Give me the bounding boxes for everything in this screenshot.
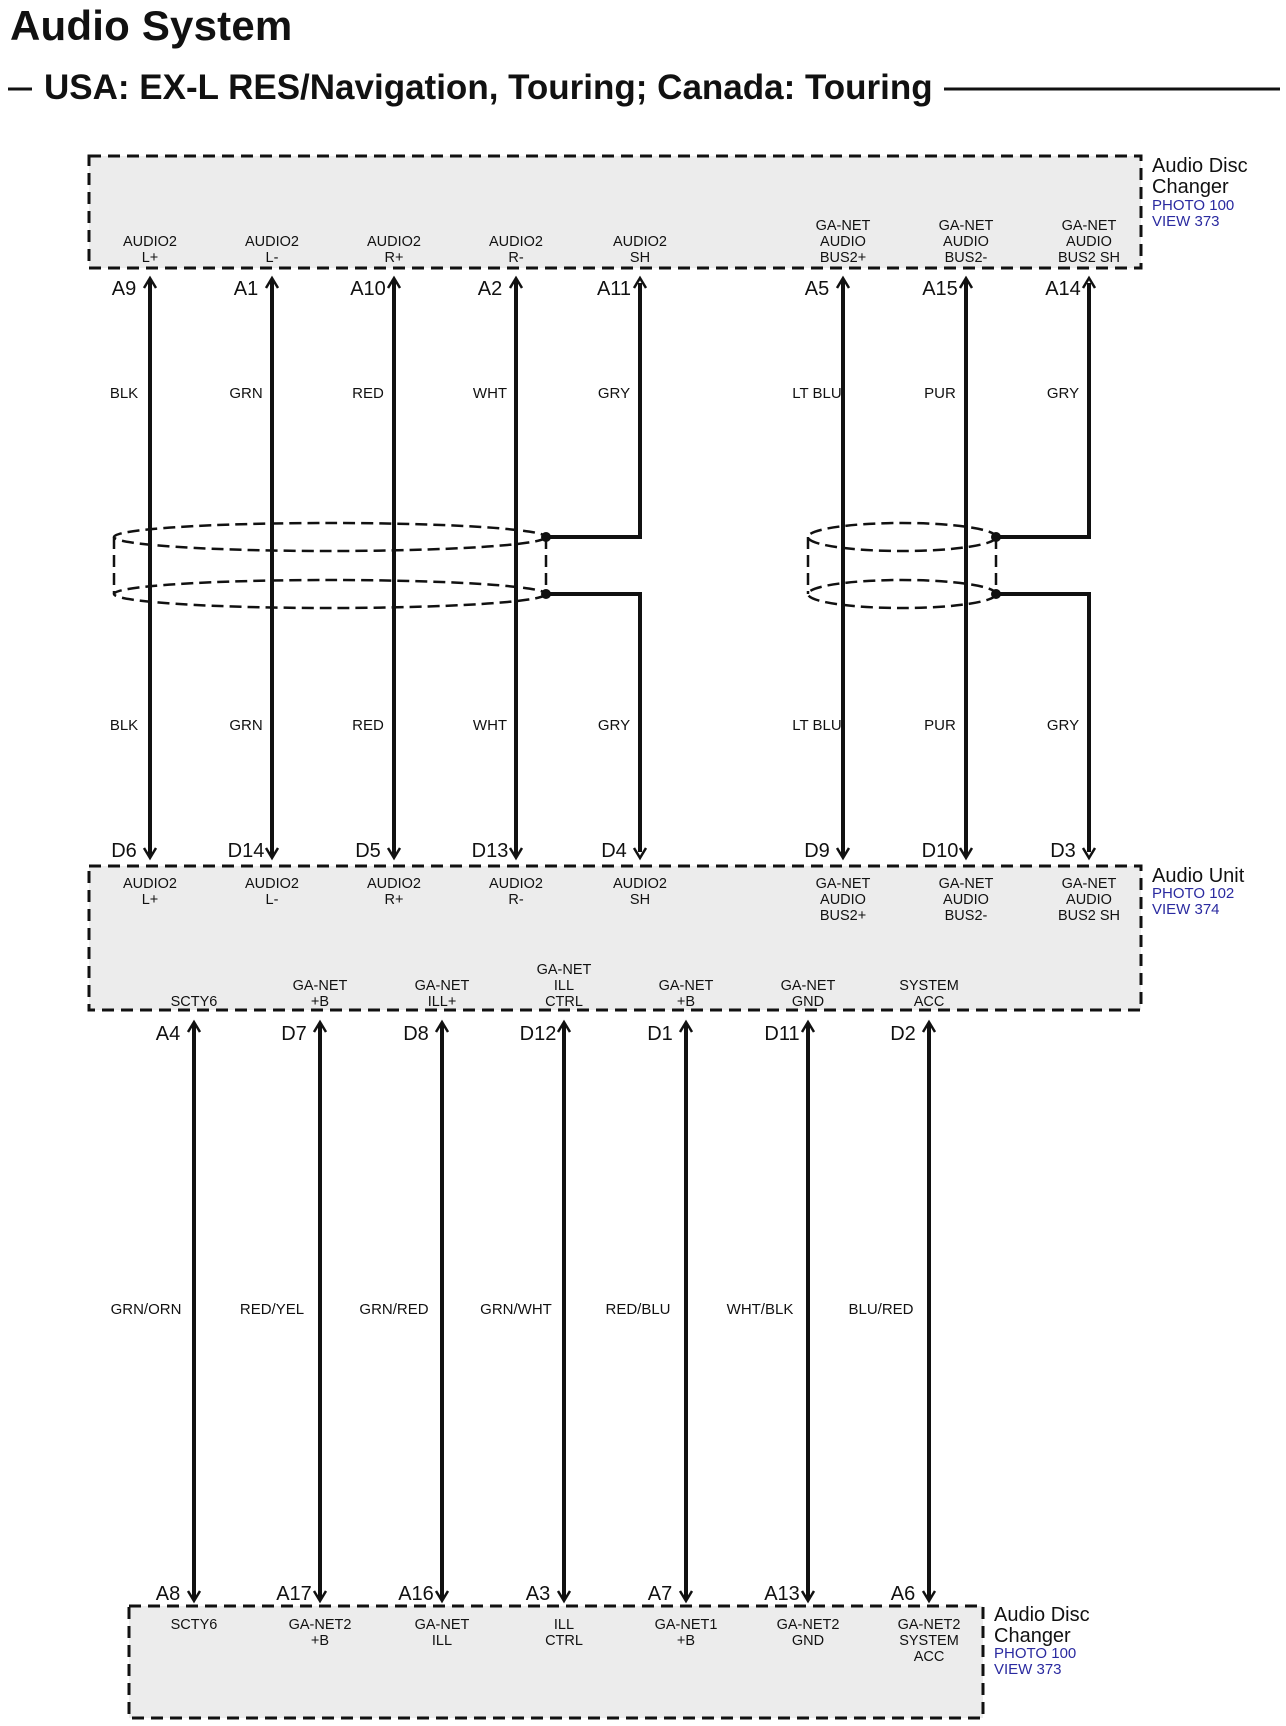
bottom-pin-label: D13 bbox=[471, 840, 509, 862]
upper-circuit-A5 bbox=[792, 218, 870, 924]
wire-color-label: PUR bbox=[924, 717, 956, 734]
top-terminal-label: AUDIO2 R- bbox=[489, 234, 543, 266]
svg-text:Audio DiscChanger bbox=[994, 1604, 1090, 1647]
svg-text:PHOTO 100VIEW 373 bbox=[994, 1645, 1076, 1678]
svg-text:PHOTO 102VIEW 374 bbox=[1152, 885, 1234, 918]
bottom-terminal-label: GA-NET2 GND bbox=[776, 1617, 840, 1649]
upper-circuit-A14 bbox=[1045, 218, 1120, 924]
bottom-pin-label: D3 bbox=[1050, 840, 1076, 862]
upper-circuit-A9 bbox=[110, 234, 177, 908]
svg-text:PHOTO 100VIEW 373 bbox=[1152, 197, 1234, 230]
shield-left-lower-ellipse bbox=[114, 580, 546, 608]
upper-circuit-A2 bbox=[472, 234, 543, 908]
top-terminal-label: SYSTEM ACC bbox=[899, 978, 959, 1010]
top-terminal-label: GA-NET AUDIO BUS2+ bbox=[815, 218, 871, 266]
bottom-pin-label: A3 bbox=[525, 1583, 551, 1605]
lower-circuit-D12 bbox=[480, 962, 591, 1649]
bottom-pin-label: A7 bbox=[647, 1583, 673, 1605]
bottom-comp-photo-link[interactable]: PHOTO 100 bbox=[994, 1645, 1077, 1662]
bottom-terminal-label: GA-NET ILL bbox=[414, 1617, 470, 1649]
shield-left-upper-ellipse bbox=[114, 523, 546, 551]
bottom-terminal-label: AUDIO2 L+ bbox=[123, 876, 177, 908]
wire-color-label: RED/BLU bbox=[605, 1301, 671, 1318]
bottom-terminal-label: GA-NET AUDIO BUS2+ bbox=[815, 876, 871, 924]
bottom-terminal-label: GA-NET AUDIO BUS2- bbox=[938, 876, 994, 924]
bottom-comp-view-link[interactable]: VIEW 373 bbox=[994, 1661, 1062, 1678]
top-pin-label: D2 bbox=[890, 1023, 916, 1045]
wire-color-label: BLK bbox=[109, 385, 139, 402]
shield-right-splice-bottom bbox=[992, 590, 1001, 599]
bottom-terminal-label: GA-NET AUDIO BUS2 SH bbox=[1057, 876, 1121, 924]
bottom-comp-name-1: Audio Disc bbox=[994, 1604, 1090, 1626]
upper-circuits bbox=[110, 218, 1120, 924]
upper-circuit-A10 bbox=[350, 234, 421, 908]
bottom-pin-label: A16 bbox=[398, 1583, 434, 1605]
bottom-terminal-label: AUDIO2 SH bbox=[613, 876, 667, 908]
top-terminal-label: AUDIO2 R+ bbox=[367, 234, 421, 266]
top-terminal-label: GA-NET GND bbox=[780, 978, 836, 1010]
top-terminal-label: GA-NET AUDIO BUS2- bbox=[938, 218, 994, 266]
upper-circuit-A15 bbox=[922, 218, 994, 924]
top-pin-label: A1 bbox=[233, 278, 259, 300]
top-terminal-label: GA-NET +B bbox=[658, 978, 714, 1010]
shield-left-splice-top bbox=[542, 533, 551, 542]
top-pin-label: D11 bbox=[764, 1023, 800, 1045]
wire-color-label: GRY bbox=[597, 385, 631, 402]
bottom-pin-label: D5 bbox=[355, 840, 381, 862]
bottom-pin-label: D14 bbox=[227, 840, 265, 862]
top-terminal-label: SCTY6 bbox=[170, 994, 218, 1010]
svg-text:Audio DiscChanger bbox=[1152, 155, 1248, 198]
bottom-terminal-label: ILL CTRL bbox=[545, 1617, 583, 1649]
wire-color-label: WHT bbox=[472, 385, 508, 402]
wire-color-label: WHT bbox=[472, 717, 508, 734]
lower-circuit-D1 bbox=[605, 978, 717, 1649]
bottom-pin-label: A8 bbox=[155, 1583, 181, 1605]
wire-color-label: GRY bbox=[1046, 717, 1080, 734]
lower-circuit-D8 bbox=[359, 978, 469, 1649]
top-pin-label: A14 bbox=[1045, 278, 1081, 300]
shield-left-splice-bottom bbox=[542, 590, 551, 599]
lower-circuit-D11 bbox=[727, 978, 840, 1649]
upper-circuit-A1 bbox=[228, 234, 299, 908]
bottom-terminal-label: AUDIO2 R- bbox=[489, 876, 543, 908]
top-pin-label: A10 bbox=[350, 278, 386, 300]
bottom-pin-label: D9 bbox=[804, 840, 830, 862]
top-pin-label: D7 bbox=[281, 1023, 307, 1045]
wire-color-label: GRN/WHT bbox=[480, 1301, 552, 1318]
top-pin-label: A9 bbox=[111, 278, 137, 300]
wire-color-label: WHT/BLK bbox=[726, 1301, 794, 1318]
bottom-pin-label: A17 bbox=[276, 1583, 312, 1605]
upper-circuit-A11 bbox=[597, 234, 667, 908]
top-pin-label: D1 bbox=[647, 1023, 673, 1045]
shield-right-splice-top bbox=[992, 533, 1001, 542]
shield-left bbox=[114, 283, 640, 852]
wire-color-label: GRY bbox=[597, 717, 631, 734]
top-terminal-label: AUDIO2 L- bbox=[245, 234, 299, 266]
top-pin-label: D12 bbox=[519, 1023, 557, 1045]
bottom-terminal-label: AUDIO2 R+ bbox=[367, 876, 421, 908]
top-pin-label: A4 bbox=[155, 1023, 181, 1045]
shield-right bbox=[808, 283, 1089, 852]
lower-circuit-D7 bbox=[240, 978, 352, 1649]
lower-circuit-D2 bbox=[848, 978, 960, 1665]
mid-comp-photo-link[interactable]: PHOTO 102 bbox=[1152, 885, 1235, 902]
bottom-terminal-label: AUDIO2 L- bbox=[245, 876, 299, 908]
top-comp-name-2: Changer bbox=[1152, 176, 1229, 198]
bottom-terminal-label: GA-NET1 +B bbox=[654, 1617, 718, 1649]
wire-color-label: GRN/RED bbox=[359, 1301, 429, 1318]
mid-comp-name-1: Audio Unit bbox=[1152, 865, 1245, 887]
bottom-pin-label: A13 bbox=[764, 1583, 800, 1605]
top-terminal-label: AUDIO2 SH bbox=[613, 234, 667, 266]
wire-color-label: RED bbox=[352, 385, 384, 402]
top-terminal-label: GA-NET ILL+ bbox=[414, 978, 470, 1010]
page-subtitle: USA: EX-L RES/Navigation, Touring; Canada: Touring bbox=[44, 68, 933, 107]
bottom-terminal-label: GA-NET2 +B bbox=[288, 1617, 352, 1649]
bottom-pin-label: D10 bbox=[921, 840, 959, 862]
mid-comp-view-link[interactable]: VIEW 374 bbox=[1152, 901, 1220, 918]
bottom-pin-label: A6 bbox=[890, 1583, 916, 1605]
lower-circuits bbox=[111, 962, 961, 1665]
wire-color-label: GRN bbox=[229, 717, 263, 734]
bottom-terminal-label: SCTY6 bbox=[170, 1617, 218, 1633]
bottom-pin-label: D4 bbox=[601, 840, 627, 862]
bottom-pin-label: D6 bbox=[111, 840, 137, 862]
shield-left-drain-top bbox=[546, 283, 640, 537]
top-comp-view-link[interactable]: VIEW 373 bbox=[1152, 213, 1220, 230]
svg-text:Audio Unit bbox=[1152, 865, 1245, 887]
wire-color-label: BLU/RED bbox=[848, 1301, 914, 1318]
bottom-terminal-label: GA-NET2 SYSTEM ACC bbox=[897, 1617, 961, 1665]
top-terminal-label: GA-NET ILL CTRL bbox=[536, 962, 592, 1010]
lower-circuit-A4 bbox=[111, 994, 218, 1633]
wire-color-label: RED/YEL bbox=[239, 1301, 305, 1318]
top-pin-label: A15 bbox=[922, 278, 958, 300]
top-pin-label: A2 bbox=[477, 278, 503, 300]
wire-color-label: PUR bbox=[924, 385, 956, 402]
top-comp-name-1: Audio Disc bbox=[1152, 155, 1248, 177]
wire-color-label: GRN bbox=[229, 385, 263, 402]
shield-right-drain-top bbox=[996, 283, 1089, 537]
wire-color-label: LT BLU bbox=[792, 717, 842, 734]
top-pin-label: D8 bbox=[403, 1023, 429, 1045]
wire-color-label: RED bbox=[352, 717, 384, 734]
top-pin-label: A11 bbox=[596, 278, 632, 300]
page-title: Audio System bbox=[10, 2, 293, 49]
top-comp-photo-link[interactable]: PHOTO 100 bbox=[1152, 197, 1235, 214]
top-pin-label: A5 bbox=[804, 278, 830, 300]
top-terminal-label: GA-NET +B bbox=[292, 978, 348, 1010]
wire-color-label: LT BLU bbox=[792, 385, 842, 402]
top-terminal-label: GA-NET AUDIO BUS2 SH bbox=[1057, 218, 1121, 266]
wire-color-label: BLK bbox=[109, 717, 139, 734]
bottom-comp-name-2: Changer bbox=[994, 1625, 1071, 1647]
wire-color-label: GRY bbox=[1046, 385, 1080, 402]
top-terminal-label: AUDIO2 L+ bbox=[123, 234, 177, 266]
wire-color-label: GRN/ORN bbox=[110, 1301, 182, 1318]
